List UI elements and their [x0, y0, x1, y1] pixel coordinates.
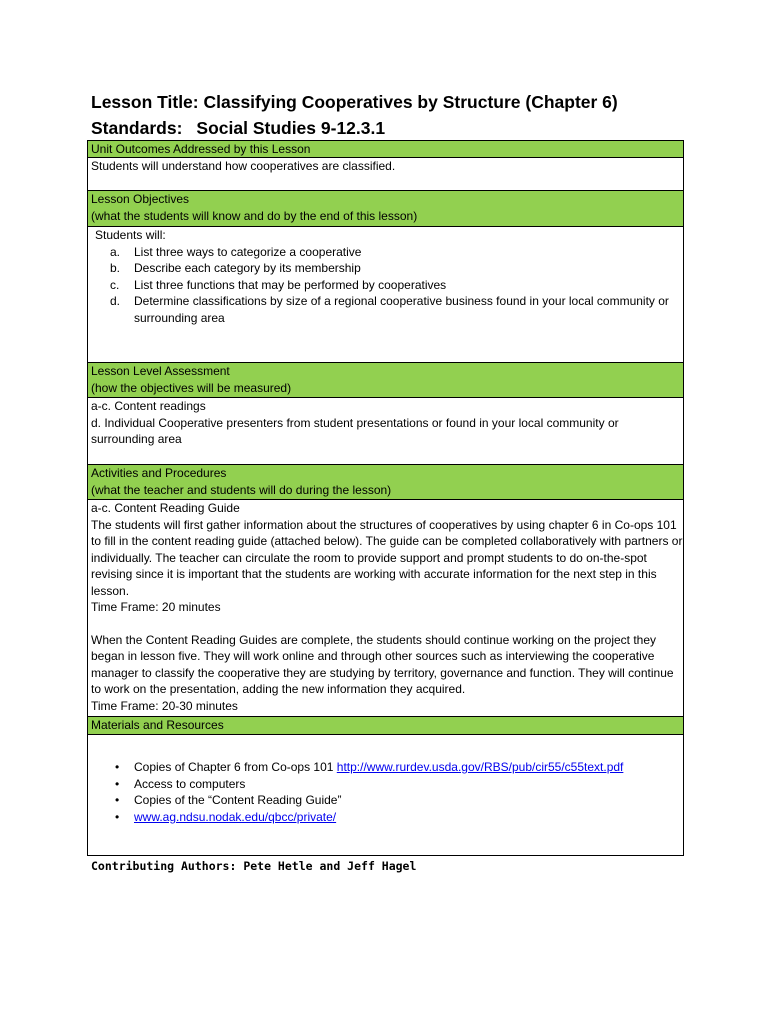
list-item: • Copies of the “Content Reading Guide” — [115, 793, 342, 807]
assessment-header: Lesson Level Assessment (how the objectives will be measured) — [88, 363, 683, 398]
qbcc-link[interactable]: www.ag.ndsu.nodak.edu/qbcc/private/ — [134, 809, 337, 824]
activities-body: a-c. Content Reading Guide The students will first gather information about the structures of cooperatives by using chapter 6 in Co-ops 101 to fill in the content reading guide (attached below). The guide can be completed collaboratively with partners or individually. The teacher can circulate the room to provide support and prompt students to do on-the-spot revising since it is important that the students are working with accurate information for the next step in this lesson. Time Frame: 20 minutes When the Content Reading Guides are complete, the students should continue working on the project they began in lesson five. They will work online and through other sources such as interviewing the cooperative manager to classify the cooperative they are studying by territory, governance and function. They will continue to work on the presentation, adding the new information they acquired. Time Frame: 20-30 minutes — [88, 500, 683, 717]
materials-list — [88, 759, 683, 825]
lesson-table — [87, 140, 684, 856]
lesson-title: Lesson Title: Classifying Cooperatives by Structure (Chapter 6) — [91, 92, 618, 112]
list-item: a. List three ways to categorize a cooperative — [110, 244, 362, 259]
outcomes-header: Unit Outcomes Addressed by this Lesson — [88, 141, 683, 158]
objectives-header: Lesson Objectives (what the students will know and do by the end of this lesson) — [88, 191, 683, 227]
materials-body — [88, 735, 683, 857]
activities-header: Activities and Procedures (what the teacher and students will do during the lesson) — [88, 465, 683, 500]
standards-value: Social Studies 9-12.3.1 — [196, 118, 386, 138]
assessment-body: a-c. Content readings d. Individual Cooperative presenters from student presentations or found in your local community or surrounding area — [88, 398, 683, 465]
bullet-icon: • — [115, 760, 120, 774]
list-item: b. Describe each category by its membership — [110, 261, 361, 275]
bullet-icon: • — [115, 793, 120, 807]
materials-header: Materials and Resources — [88, 717, 683, 735]
standards-label: Standards: — [91, 118, 183, 138]
list-item: • Copies of Chapter 6 from Co-ops 101 http://www.rurdev.usda.gov/RBS/pub/cir55/c55text.pdf — [115, 760, 624, 774]
list-item: c. List three functions that may be performed by cooperatives — [110, 277, 447, 292]
contributing-authors: Contributing Authors: Pete Hetle and Jeff Hagel — [91, 859, 417, 873]
objectives-lead: Students will: — [95, 228, 166, 242]
list-item: • Access to computers — [115, 776, 246, 791]
list-item — [88, 809, 683, 826]
objectives-list — [88, 244, 683, 327]
co-ops-101-link[interactable]: http://www.rurdev.usda.gov/RBS/pub/cir55/c55text.pdf — [336, 760, 624, 774]
outcomes-body: Students will understand how cooperatives are classified. — [88, 158, 683, 191]
list-item: d. Determine classifications by size of a regional cooperative business found in your local community or surrounding area — [110, 294, 669, 325]
objectives-body — [88, 227, 683, 363]
standards-line — [91, 118, 385, 139]
bullet-icon: • — [115, 809, 120, 824]
bullet-icon: • — [115, 776, 120, 791]
